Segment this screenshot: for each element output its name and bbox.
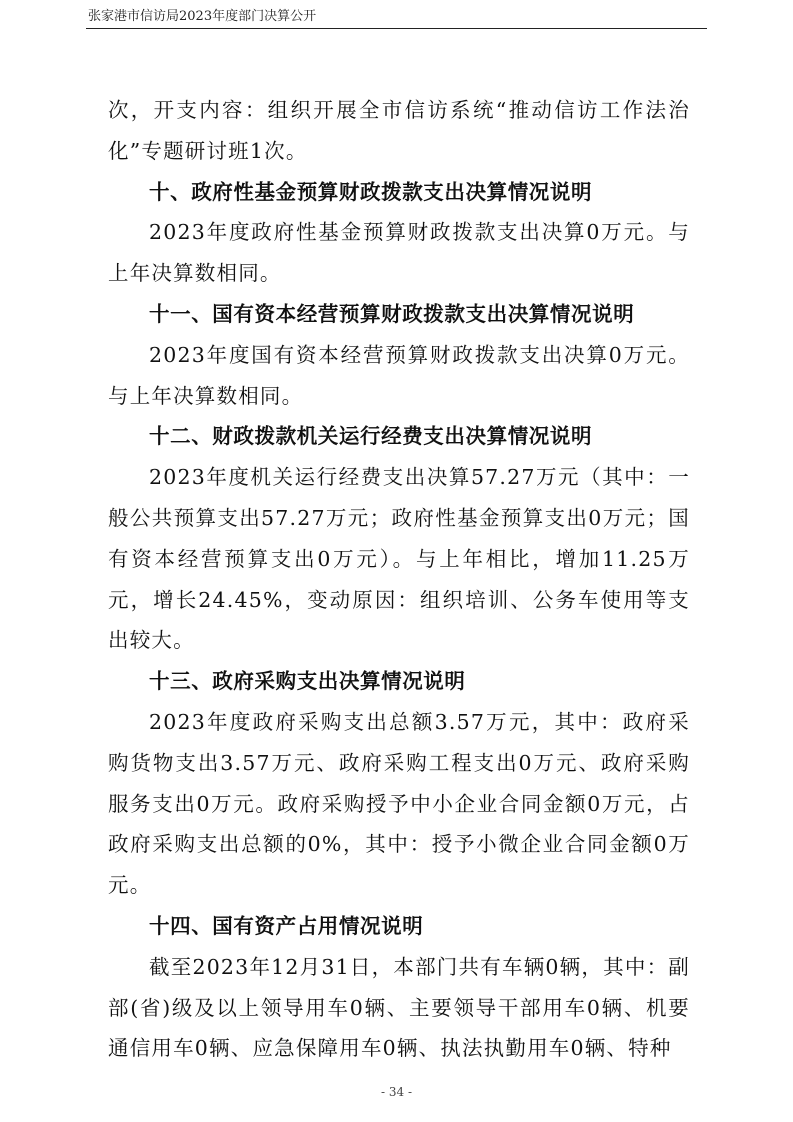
section-paragraph-13: 2023年度政府采购支出总额3.57万元，其中：政府采购货物支出3.57万元、政府采购工程支出0万元、政府采购服务支出0万元。政府采购授予中小企业合同金额0万元，占政府采购支出总额的0%，其中：授予小微企业合同金额0万元。 bbox=[108, 709, 690, 898]
page-header-title: 张家港市信访局2023年度部门决算公开 bbox=[88, 9, 317, 24]
section-paragraph-12: 2023年度机关运行经费支出决算57.27万元（其中：一般公共预算支出57.27万元；政府性基金预算支出0万元；国有资本经营预算支出0万元）。与上年相比，增加11.25万元，增长24.45%，变动原因：组织培训、公务车使用等支出较大。 bbox=[108, 465, 690, 653]
section-paragraph-14: 截至2023年12月31日，本部门共有车辆0辆，其中：副部(省)级及以上领导用车0辆、主要领导干部用车0辆、机要通信用车0辆、应急保障用车0辆、执法执勤用车0辆、特种 bbox=[108, 954, 690, 1061]
document-body bbox=[108, 90, 690, 1069]
header-divider bbox=[86, 28, 707, 29]
section-heading-11: 十一、国有资本经营预算财政拨款支出决算情况说明 bbox=[149, 301, 635, 326]
section-heading-13: 十三、政府采购支出决算情况说明 bbox=[149, 669, 466, 694]
section-paragraph-10: 2023年度政府性基金预算财政拨款支出决算0万元。与上年决算数相同。 bbox=[108, 220, 690, 286]
section-heading-10: 十、政府性基金预算财政拨款支出决算情况说明 bbox=[149, 179, 593, 204]
section-paragraph-11: 2023年度国有资本经营预算财政拨款支出决算0万元。与上年决算数相同。 bbox=[108, 342, 690, 408]
continuation-paragraph: 次，开支内容：组织开展全市信访系统“推动信访工作法治化”专题研讨班1次。 bbox=[108, 98, 690, 163]
section-heading-14: 十四、国有资产占用情况说明 bbox=[149, 913, 424, 938]
page-number: - 34 - bbox=[380, 1085, 412, 1099]
section-heading-12: 十二、财政拨款机关运行经费支出决算情况说明 bbox=[149, 424, 593, 449]
